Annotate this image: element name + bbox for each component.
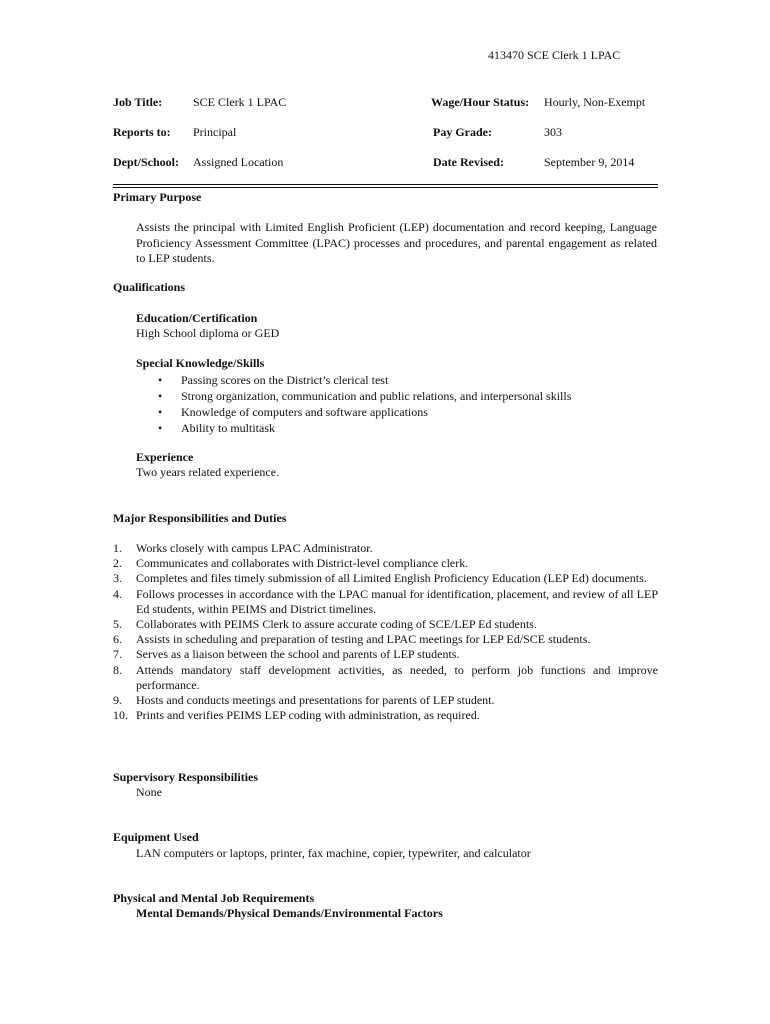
list-item: 5. Collaborates with PEIMS Clerk to assure accurate coding of SCE/LEP Ed students. bbox=[113, 617, 537, 632]
job-title-label: Job Title: bbox=[113, 95, 163, 109]
pay-grade-label: Pay Grade: bbox=[433, 125, 492, 139]
dept-school-value: Assigned Location bbox=[193, 155, 284, 169]
reports-to-label: Reports to: bbox=[113, 125, 171, 139]
date-revised-value: September 9, 2014 bbox=[544, 155, 635, 169]
skills-heading: Special Knowledge/Skills bbox=[136, 356, 265, 370]
experience-text: Two years related experience. bbox=[136, 465, 280, 479]
list-item: • Ability to multitask bbox=[158, 421, 276, 435]
list-item: 10. Prints and verifies PEIMS LEP coding with administration, as required. bbox=[113, 708, 480, 723]
list-item: • Knowledge of computers and software applications bbox=[158, 405, 428, 419]
reports-to-value: Principal bbox=[193, 125, 237, 139]
supervisory-heading: Supervisory Responsibilities bbox=[113, 770, 259, 784]
list-item: • Passing scores on the District’s clerical test bbox=[158, 373, 389, 387]
pay-grade-value: 303 bbox=[544, 125, 562, 139]
wage-status-value: Hourly, Non-Exempt bbox=[544, 95, 646, 109]
skills-list bbox=[136, 372, 571, 436]
qualifications-heading: Qualifications bbox=[113, 280, 186, 294]
list-item: 7. Serves as a liaison between the school and parents of LEP students. bbox=[113, 647, 460, 662]
list-item: 3. Completes and files timely submission of all Limited English Proficiency Education (LEP Ed) documents. bbox=[113, 571, 647, 586]
list-item: 9. Hosts and conducts meetings and presentations for parents of LEP student. bbox=[113, 693, 495, 708]
bullet-icon: • bbox=[158, 373, 163, 387]
list-item: 1. Works closely with campus LPAC Administrator. bbox=[113, 541, 373, 555]
list-item: 8. Attends mandatory staff development activities, as needed, to perform job functions and improve performance. bbox=[113, 662, 658, 692]
duties-heading: Major Responsibilities and Duties bbox=[113, 511, 287, 525]
list-item: 2. Communicates and collaborates with District-level compliance clerk. bbox=[113, 556, 469, 571]
job-title-value: SCE Clerk 1 LPAC bbox=[193, 95, 287, 109]
education-heading: Education/Certification bbox=[136, 311, 258, 325]
primary-purpose-text: Assists the principal with Limited English Proficient (LEP) documentation and record keeping, Language Proficiency Assessment Committee (LPAC) processes and procedures, and parental engagement as related to LEP students. bbox=[136, 220, 657, 265]
list-item: 4. Follows processes in accordance with the LPAC manual for identification, placement, and review of all LEP Ed students, within PEIMS and District timelines. bbox=[113, 586, 658, 616]
duties-list bbox=[113, 541, 658, 723]
supervisory-text: None bbox=[136, 785, 162, 799]
list-item: 6. Assists in scheduling and preparation of testing and LPAC meetings for LEP Ed/SCE students. bbox=[113, 632, 591, 647]
date-revised-label: Date Revised: bbox=[433, 155, 504, 169]
list-item: • Strong organization, communication and public relations, and interpersonal skills bbox=[158, 389, 572, 403]
dept-school-label: Dept/School: bbox=[113, 155, 179, 169]
wage-status-label: Wage/Hour Status: bbox=[431, 95, 530, 109]
equipment-text: LAN computers or laptops, printer, fax machine, copier, typewriter, and calculator bbox=[136, 846, 531, 860]
document-id-header: 413470 SCE Clerk 1 LPAC bbox=[488, 48, 621, 62]
physical-subheading: Mental Demands/Physical Demands/Environmental Factors bbox=[136, 906, 443, 920]
education-text: High School diploma or GED bbox=[136, 326, 280, 340]
header-divider bbox=[113, 184, 658, 185]
physical-heading: Physical and Mental Job Requirements bbox=[113, 891, 315, 905]
equipment-heading: Equipment Used bbox=[113, 830, 199, 844]
header-divider-thick bbox=[113, 187, 658, 188]
experience-heading: Experience bbox=[136, 450, 194, 464]
bullet-icon: • bbox=[158, 389, 163, 403]
bullet-icon: • bbox=[158, 405, 163, 419]
primary-purpose-heading: Primary Purpose bbox=[113, 190, 202, 204]
bullet-icon: • bbox=[158, 421, 163, 435]
